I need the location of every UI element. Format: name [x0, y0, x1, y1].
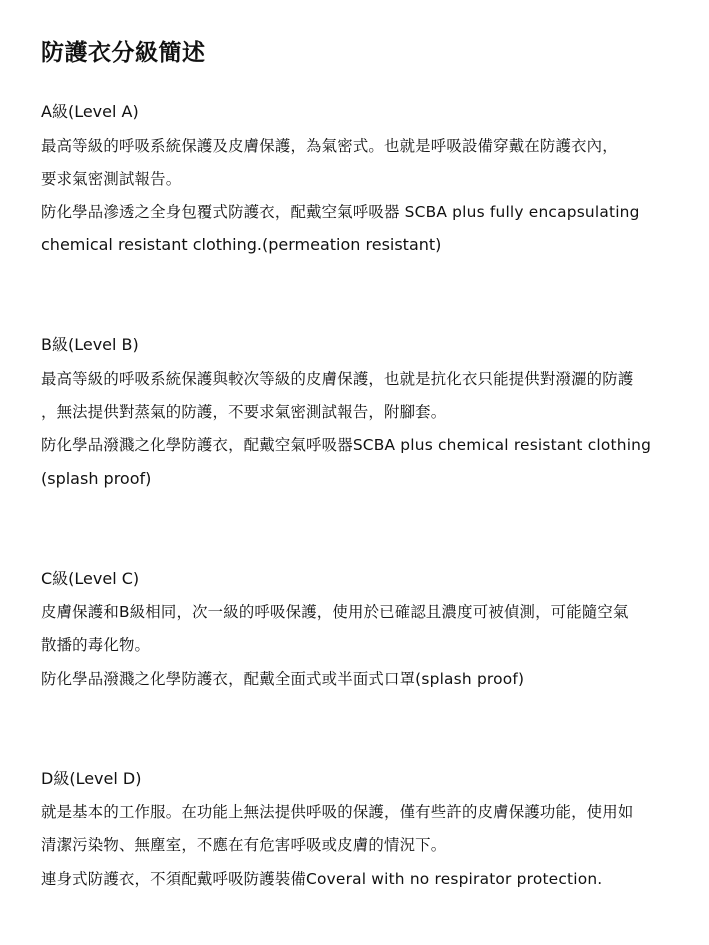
- section-b-line-3: 防化學品潑濺之化學防護衣，配戴空氣呼吸器SCBA plus chemical resistant clothing: [41, 436, 652, 454]
- section-c-heading: C級(Level C): [41, 569, 140, 588]
- section-b-heading: B級(Level B): [41, 335, 139, 354]
- section-a-line-2: 要求氣密測試報告。: [41, 170, 182, 188]
- section-a-line-4: chemical resistant clothing.(permeation resistant): [41, 235, 442, 254]
- page-title: 防護衣分級簡述: [41, 40, 206, 66]
- section-d-line-2: 清潔污染物、無塵室，不應在有危害呼吸或皮膚的情況下。: [41, 836, 447, 854]
- section-c-line-2: 散播的毒化物。: [41, 636, 151, 654]
- section-c-line-1: 皮膚保護和B級相同，次一級的呼吸保護，使用於已確認且濃度可被偵測，可能隨空氣: [41, 603, 629, 621]
- section-a-line-1: 最高等級的呼吸系統保護及皮膚保護，為氣密式。也就是呼吸設備穿戴在防護衣內，: [41, 137, 618, 155]
- section-a-line-3: 防化學品滲透之全身包覆式防護衣，配戴空氣呼吸器 SCBA plus fully encapsulating: [41, 203, 640, 221]
- section-b-line-1: 最高等級的呼吸系統保護與較次等級的皮膚保護，也就是抗化衣只能提供對潑灑的防護: [41, 370, 634, 388]
- section-d-line-1: 就是基本的工作服。在功能上無法提供呼吸的保護，僅有些許的皮膚保護功能，使用如: [41, 803, 634, 821]
- section-d-line-3: 連身式防護衣，不須配戴呼吸防護裝備Coveral with no respirator protection.: [41, 870, 603, 888]
- section-d-heading: D級(Level D): [41, 769, 142, 788]
- section-b-line-4: (splash proof): [41, 469, 152, 488]
- section-c-line-3: 防化學品潑濺之化學防護衣，配戴全面式或半面式口罩(splash proof): [41, 670, 525, 688]
- section-a-heading: A級(Level A): [41, 102, 139, 121]
- section-b-line-2: ，無法提供對蒸氣的防護，不要求氣密測試報告，附腳套。: [41, 403, 447, 421]
